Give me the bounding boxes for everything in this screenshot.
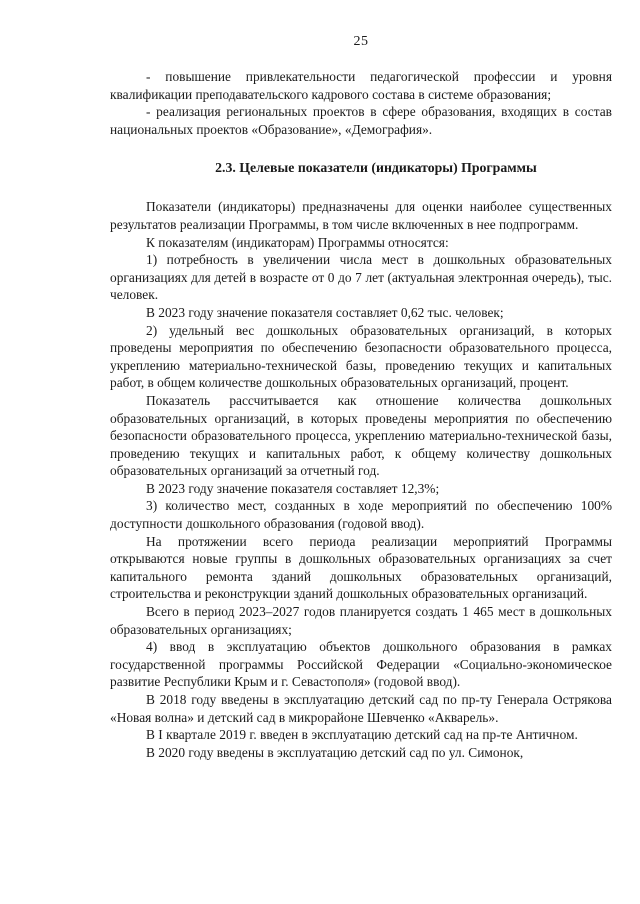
paragraph: В 2018 году введены в эксплуатацию детский сад по пр-ту Генерала Острякова «Новая волна» и детский сад в микрорайоне Шевченко «Акварель». xyxy=(110,692,612,725)
paragraph: Показатель рассчитывается как отношение количества дошкольных образовательных организаций, в которых проведены мероприятия по обеспечению безопасности образовательного процесса, укреплению материально-технической базы, проведению текущих и капитальных работ, к общему количеству дошкольных образовательных организаций за отчетный год. xyxy=(110,392,612,479)
paragraph: В I квартале 2019 г. введен в эксплуатацию детский сад на пр-те Античном. xyxy=(146,727,578,743)
indicator-3: 3) количество мест, созданных в ходе мероприятий по обеспечению 100% доступности дошкольного образования (годовой ввод). xyxy=(110,498,612,532)
paragraph: В 2023 году значение показателя составляет 0,62 тыс. человек; xyxy=(146,304,504,320)
paragraph: Показатели (индикаторы) предназначены для оценки наиболее существенных результатов реализации Программы, в том числе включенных в нее подпрограмм. xyxy=(110,199,612,232)
indicator-4: 4) ввод в эксплуатацию объектов дошкольного образования в рамках государственной программы Российской Федерации «Социально-экономическое развитие Республики Крым и г. Севастополя» (годовой ввод). xyxy=(110,639,612,690)
paragraph: В 2020 году введены в эксплуатацию детский сад по ул. Симонок, xyxy=(146,744,524,760)
intro-bullet-2: - реализация региональных проектов в сфере образования, входящих в состав национальных проектов «Образование», «Демография». xyxy=(110,104,612,137)
paragraph: К показателям (индикаторам) Программы относятся: xyxy=(146,234,449,250)
indicator-2: 2) удельный вес дошкольных образовательных организаций, в которых проведены мероприятия по обеспечению безопасности образовательного процесса, укреплению материально-технической базы, проведению текущих и капитальных работ, в общем количестве дошкольных образовательных организаций, процент. xyxy=(110,322,612,391)
page-number: 25 xyxy=(353,34,369,49)
paragraph: На протяжении всего периода реализации мероприятий Программы открываются новые группы в дошкольных образовательных организациях за счет капитального ремонта зданий дошкольных образовательных организаций, строительства и реконструкции зданий дошкольных образовательных организаций. xyxy=(110,533,612,602)
indicator-1: 1) потребность в увеличении числа мест в дошкольных образовательных организациях для детей в возрасте от 0 до 7 лет (актуальная электронная очередь), тыс. человек. xyxy=(110,252,612,303)
paragraph: В 2023 году значение показателя составляет 12,3%; xyxy=(146,480,440,496)
paragraph: Всего в период 2023–2027 годов планируется создать 1 465 мест в дошкольных образовательных организациях; xyxy=(110,604,612,637)
section-heading: 2.3. Целевые показатели (индикаторы) Программы xyxy=(215,160,537,176)
intro-bullet-1: - повышение привлекательности педагогической профессии и уровня квалификации преподавательского кадрового состава в системе образования; xyxy=(110,69,612,102)
